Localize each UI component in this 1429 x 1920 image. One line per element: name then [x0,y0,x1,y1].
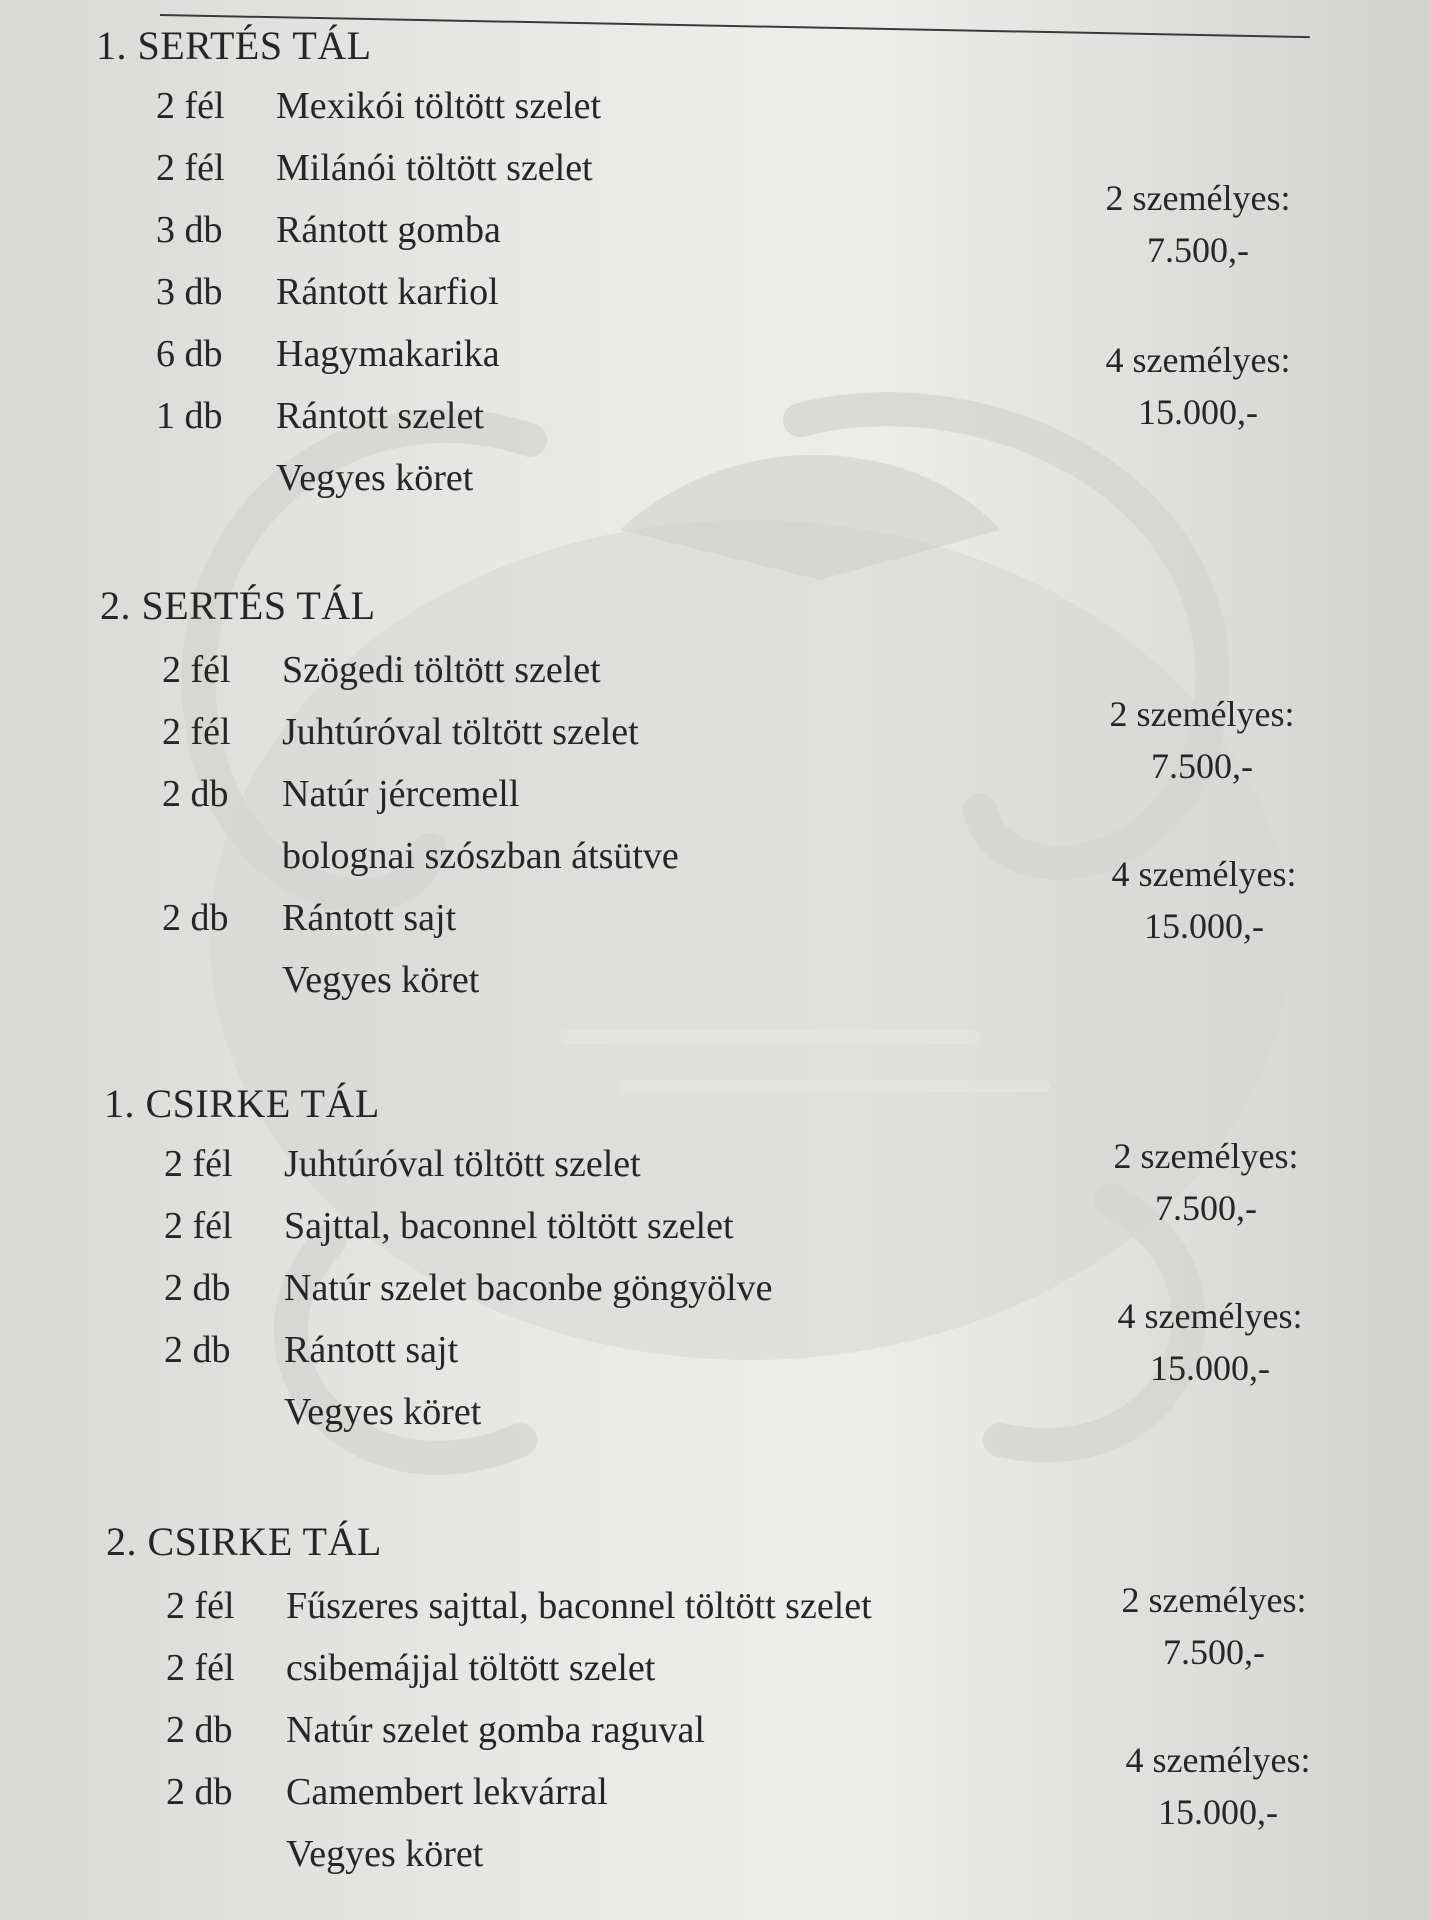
price-label: 2 személyes: [1105,178,1291,218]
item-name: Juhtúróval töltött szelet [282,711,639,753]
list-item [156,270,1156,318]
price-label: 2 személyes: [1121,1580,1307,1620]
list-item [164,1390,1164,1438]
list-item [162,958,1162,1006]
list-item [156,332,1156,380]
price-four-persons [1080,1290,1340,1394]
price-two-persons [1068,172,1328,276]
section-title: 2. SERTÉS TÁL [100,583,376,628]
item-quantity: 3 db [156,271,223,313]
price-value: 15.000,- [1144,906,1264,946]
price-label: 2 személyes: [1109,694,1295,734]
list-item [156,84,1156,132]
list-item [162,834,1162,882]
price-label: 4 személyes: [1125,1740,1311,1780]
item-quantity: 3 db [156,209,223,251]
price-four-persons [1074,848,1334,952]
item-name: Rántott sajt [282,897,457,939]
price-value: 7.500,- [1155,1188,1257,1228]
item-name: Hagymakarika [276,333,500,375]
item-quantity: 2 fél [162,649,231,691]
item-name: Milánói töltött szelet [276,147,593,189]
item-quantity: 2 db [166,1709,233,1751]
item-name: bolognai szószban átsütve [282,835,679,877]
item-quantity: 6 db [156,333,223,375]
list-item [166,1708,1166,1756]
list-item [164,1328,1164,1376]
item-name: Natúr szelet baconbe göngyölve [284,1267,773,1309]
item-name: Fűszeres sajttal, baconnel töltött szelet [286,1585,872,1627]
list-item [164,1204,1164,1252]
item-name: Rántott szelet [276,395,484,437]
section-title: 2. CSIRKE TÁL [106,1519,382,1564]
item-name: Rántott gomba [276,209,501,251]
item-name: Mexikói töltött szelet [276,85,602,127]
price-two-persons [1084,1574,1344,1678]
item-quantity: 1 db [156,395,223,437]
list-item [166,1832,1166,1880]
price-label: 4 személyes: [1117,1296,1303,1336]
list-item [166,1646,1166,1694]
item-name: Szögedi töltött szelet [282,649,601,691]
list-item [156,208,1156,256]
list-item [156,394,1156,442]
price-two-persons [1072,688,1332,792]
item-quantity: 2 fél [162,711,231,753]
price-value: 7.500,- [1151,746,1253,786]
item-name: Vegyes köret [276,457,474,499]
item-name: Camembert lekvárral [286,1771,608,1813]
list-item [156,146,1156,194]
price-value: 7.500,- [1147,230,1249,270]
price-value: 15.000,- [1150,1348,1270,1388]
item-name: Natúr jércemell [282,773,520,815]
item-name: Vegyes köret [286,1833,484,1875]
item-name: Vegyes köret [284,1391,482,1433]
item-name: Rántott karfiol [276,271,499,313]
price-four-persons [1068,334,1328,438]
item-name: Vegyes köret [282,959,480,1001]
list-item [164,1266,1164,1314]
list-item [162,710,1162,758]
section-title: 1. SERTÉS TÁL [96,23,372,68]
item-quantity: 2 db [166,1771,233,1813]
price-value: 15.000,- [1158,1792,1278,1832]
list-item [166,1770,1166,1818]
price-label: 4 személyes: [1111,854,1297,894]
list-item [164,1142,1164,1190]
price-value: 7.500,- [1163,1632,1265,1672]
item-quantity: 2 fél [164,1205,233,1247]
item-quantity: 2 db [162,897,229,939]
item-quantity: 2 fél [166,1585,235,1627]
item-quantity: 2 db [164,1267,231,1309]
item-name: Rántott sajt [284,1329,459,1371]
price-two-persons [1076,1130,1336,1234]
price-label: 2 személyes: [1113,1136,1299,1176]
list-item [162,772,1162,820]
price-value: 15.000,- [1138,392,1258,432]
list-item [156,456,1156,504]
item-quantity: 2 fél [166,1647,235,1689]
item-quantity: 2 fél [156,85,225,127]
item-quantity: 2 fél [164,1143,233,1185]
section-title: 1. CSIRKE TÁL [104,1081,380,1126]
list-item [166,1584,1166,1632]
list-item [162,896,1162,944]
item-name: csibemájjal töltött szelet [286,1647,656,1689]
item-quantity: 2 fél [156,147,225,189]
item-quantity: 2 db [162,773,229,815]
item-name: Sajttal, baconnel töltött szelet [284,1205,734,1247]
item-quantity: 2 db [164,1329,231,1371]
item-name: Natúr szelet gomba raguval [286,1709,705,1751]
item-name: Juhtúróval töltött szelet [284,1143,641,1185]
price-label: 4 személyes: [1105,340,1291,380]
price-four-persons [1088,1734,1348,1838]
list-item [162,648,1162,696]
